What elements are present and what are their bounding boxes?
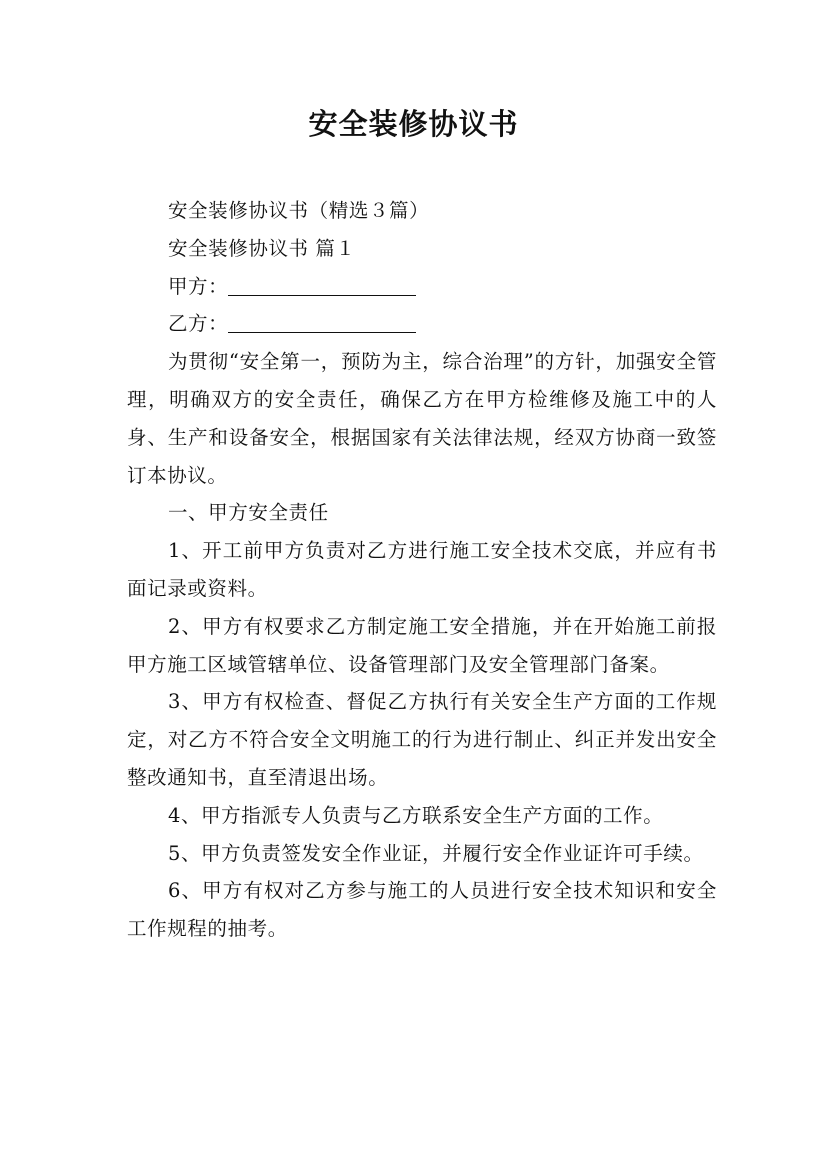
party-b-label: 乙方：: [167, 312, 229, 336]
part-heading: 安全装修协议书 篇１: [167, 236, 356, 260]
party-b-blank: [228, 310, 416, 333]
party-b-line: [127, 305, 717, 343]
clause-3: 3、甲方有权检查、督促乙方执行有关安全生产方面的工作规定，对乙方不符合安全文明施工的行为进行制止、纠正并发出安全整改通知书，直至清退出场。: [127, 690, 717, 789]
document-title: 安全装修协议书: [308, 107, 519, 141]
document-body: [127, 192, 717, 948]
clause-1: 1、开工前甲方负责对乙方进行施工安全技术交底，并应有书面记录或资料。: [127, 539, 717, 600]
party-a-blank: [228, 273, 416, 296]
document-subtitle: 安全装修协议书（精选３篇）: [167, 199, 430, 222]
section-1-heading: 一、甲方安全责任: [167, 501, 329, 525]
clause-5: 5、甲方负责签发安全作业证，并履行安全作业证许可手续。: [167, 841, 704, 865]
clause-2: 2、甲方有权要求乙方制定施工安全措施，并在开始施工前报甲方施工区域管辖单位、设备管理部门及安全管理部门备案。: [127, 614, 717, 676]
party-a-line: [127, 268, 717, 306]
intro-paragraph: 为贯彻“安全第一，预防为主，综合治理”的方针，加强安全管理，明确双方的安全责任，确保乙方在甲方检维修及施工中的人身、生产和设备安全，根据国家有关法律法规，经双方协商一致签订本协议。: [127, 350, 717, 487]
clause-4: 4、甲方指派专人负责与乙方联系安全生产方面的工作。: [167, 803, 664, 827]
party-a-label: 甲方：: [167, 274, 229, 298]
clause-6: 6、甲方有权对乙方参与施工的人员进行安全技术知识和安全工作规程的抽考。: [127, 879, 717, 941]
